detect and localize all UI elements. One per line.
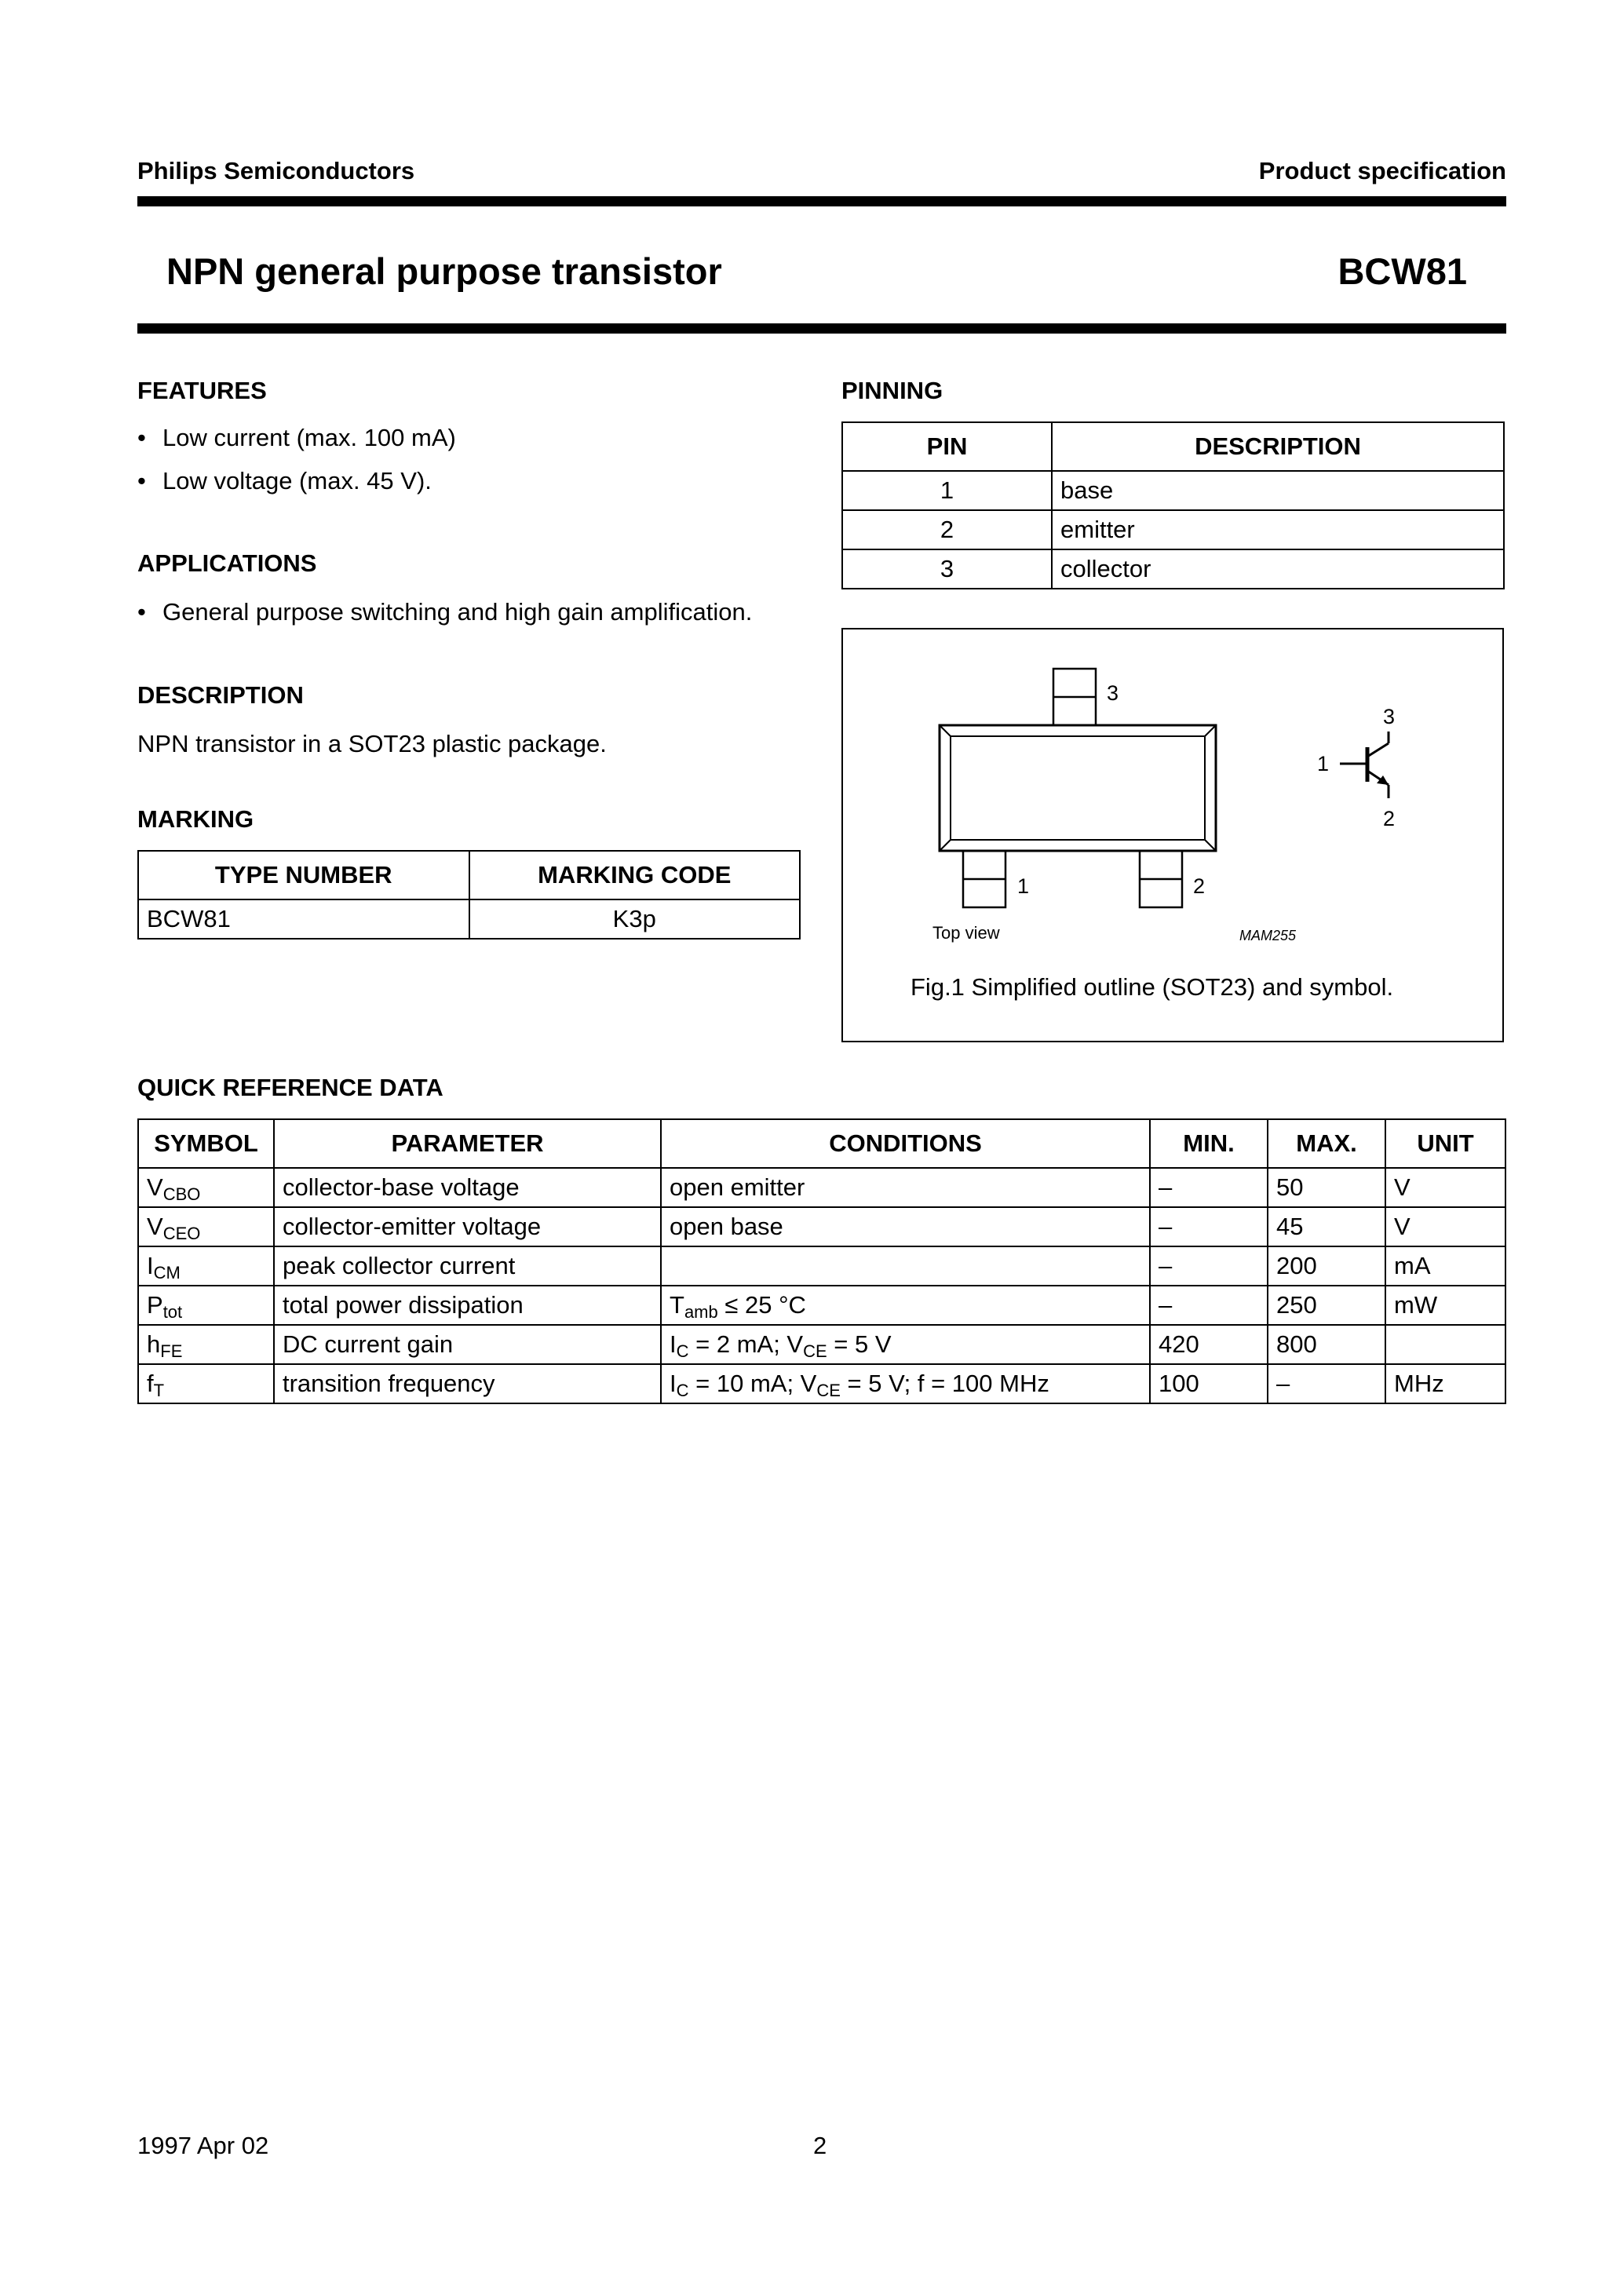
unit-cell: MHz	[1385, 1364, 1505, 1403]
column-header: TYPE NUMBER	[138, 851, 469, 899]
min-cell: –	[1150, 1207, 1268, 1246]
table-row	[138, 1246, 1505, 1286]
conditions-cell: $T_{amb} \le 25$ °C	[661, 1286, 1150, 1325]
pinning-heading: PINNING	[841, 377, 943, 404]
pin-1-lead	[963, 851, 1005, 907]
pin-2-label: 2	[1193, 874, 1206, 898]
max-cell: 250	[1268, 1286, 1385, 1325]
column-header: MARKING CODE	[469, 851, 801, 899]
pin-1-label: 1	[1017, 874, 1030, 898]
table-row	[138, 899, 800, 939]
max-cell: 200	[1268, 1246, 1385, 1286]
figure-caption: Fig.1 Simplified outline (SOT23) and symbol.	[911, 973, 1394, 1001]
pin-3-label: 3	[1107, 681, 1119, 705]
top-view-label: Top view	[932, 923, 1000, 943]
symbol-cell: $V_{CEO}$	[138, 1207, 274, 1246]
parameter-cell: DC current gain	[274, 1325, 661, 1364]
conditions-cell: $I_C = 2$ mA; $V_{CE} = 5$ V	[661, 1325, 1150, 1364]
column-header: MAX.	[1268, 1119, 1385, 1168]
feature-text: Low current (max. 100 mA)	[162, 424, 456, 451]
symbol-cell: $V_{CBO}$	[138, 1168, 274, 1207]
table-row	[138, 1286, 1505, 1325]
pin-cell: 2	[842, 510, 1052, 549]
conditions-cell	[661, 1246, 1150, 1286]
list-item: • Low current (max. 100 mA)	[137, 424, 456, 451]
application-text: General purpose switching and high gain amplification.	[162, 598, 753, 626]
list-item: • Low voltage (max. 45 V).	[137, 467, 432, 494]
parameter-cell: collector-emitter voltage	[274, 1207, 661, 1246]
table-row	[138, 1325, 1505, 1364]
feature-text: Low voltage (max. 45 V).	[162, 467, 432, 494]
company-name: Philips Semiconductors	[137, 157, 415, 184]
table-header-row	[842, 422, 1504, 471]
pin-description-cell: base	[1052, 471, 1504, 510]
table-header-row	[138, 1119, 1505, 1168]
column-header: PIN	[842, 422, 1052, 471]
table-row	[842, 471, 1504, 510]
pin-cell: 1	[842, 471, 1052, 510]
marking-table	[137, 850, 801, 940]
features-heading: FEATURES	[137, 377, 267, 404]
conditions-cell: open emitter	[661, 1168, 1150, 1207]
symbol-base-label: 1	[1317, 752, 1330, 775]
pin-cell: 3	[842, 549, 1052, 589]
table-row	[842, 549, 1504, 589]
parameter-cell: total power dissipation	[274, 1286, 661, 1325]
unit-cell: V	[1385, 1168, 1505, 1207]
sot23-package-outline	[940, 725, 1216, 851]
part-number: BCW81	[1338, 250, 1467, 292]
column-header: MIN.	[1150, 1119, 1268, 1168]
figure-box	[841, 628, 1504, 1042]
marking-heading: MARKING	[137, 805, 254, 833]
list-item: • General purpose switching and high gain amplification.	[137, 598, 753, 626]
symbol-cell: $h_{FE}$	[138, 1325, 274, 1364]
max-cell: 800	[1268, 1325, 1385, 1364]
table-row	[138, 1364, 1505, 1403]
table-row	[138, 1168, 1505, 1207]
page-title: NPN general purpose transistor	[166, 250, 722, 292]
pin-3-lead	[1053, 669, 1096, 725]
max-cell: 50	[1268, 1168, 1385, 1207]
conditions-cell: open base	[661, 1207, 1150, 1246]
symbol-emitter-label: 2	[1383, 807, 1396, 830]
symbol-collector-label: 3	[1383, 705, 1396, 728]
description-text: NPN transistor in a SOT23 plastic package.	[137, 730, 607, 757]
footer-date: 1997 Apr 02	[137, 2132, 269, 2159]
npn-transistor-symbol-icon	[1340, 732, 1389, 798]
pin-description-cell: emitter	[1052, 510, 1504, 549]
parameter-cell: collector-base voltage	[274, 1168, 661, 1207]
max-cell: –	[1268, 1364, 1385, 1403]
features-list	[137, 416, 456, 502]
pin-description-cell: collector	[1052, 549, 1504, 589]
max-cell: 45	[1268, 1207, 1385, 1246]
min-cell: –	[1150, 1246, 1268, 1286]
table-header-row	[138, 851, 800, 899]
column-header: CONDITIONS	[661, 1119, 1150, 1168]
figure-code: MAM255	[1239, 928, 1297, 943]
column-header: PARAMETER	[274, 1119, 661, 1168]
min-cell: –	[1150, 1286, 1268, 1325]
qrd-heading: QUICK REFERENCE DATA	[137, 1074, 443, 1101]
unit-cell	[1385, 1325, 1505, 1364]
unit-cell: mA	[1385, 1246, 1505, 1286]
description-heading: DESCRIPTION	[137, 681, 304, 709]
conditions-cell: $I_C = 10$ mA; $V_{CE} = 5$ V; f = 100 MHz	[661, 1364, 1150, 1403]
document-type: Product specification	[1258, 157, 1506, 184]
min-cell: 100	[1150, 1364, 1268, 1403]
pinning-table	[841, 421, 1505, 589]
marking-code-cell: K3p	[469, 899, 801, 939]
table-row	[138, 1207, 1505, 1246]
symbol-cell: $P_{tot}$	[138, 1286, 274, 1325]
applications-list	[137, 590, 752, 633]
header-rule-bottom	[137, 323, 1506, 334]
page-number: 2	[813, 2132, 827, 2159]
column-header: SYMBOL	[138, 1119, 274, 1168]
min-cell: 420	[1150, 1325, 1268, 1364]
type-number-cell: BCW81	[138, 899, 469, 939]
unit-cell: V	[1385, 1207, 1505, 1246]
symbol-cell: $f_T$	[138, 1364, 274, 1403]
symbol-cell: $I_{CM}$	[138, 1246, 274, 1286]
parameter-cell: transition frequency	[274, 1364, 661, 1403]
unit-cell: mW	[1385, 1286, 1505, 1325]
quick-reference-table	[137, 1118, 1506, 1404]
min-cell: –	[1150, 1168, 1268, 1207]
column-header: DESCRIPTION	[1052, 422, 1504, 471]
applications-heading: APPLICATIONS	[137, 549, 317, 577]
pin-2-lead	[1140, 851, 1182, 907]
table-row	[842, 510, 1504, 549]
header-rule-top	[137, 196, 1506, 206]
column-header: UNIT	[1385, 1119, 1505, 1168]
parameter-cell: peak collector current	[274, 1246, 661, 1286]
